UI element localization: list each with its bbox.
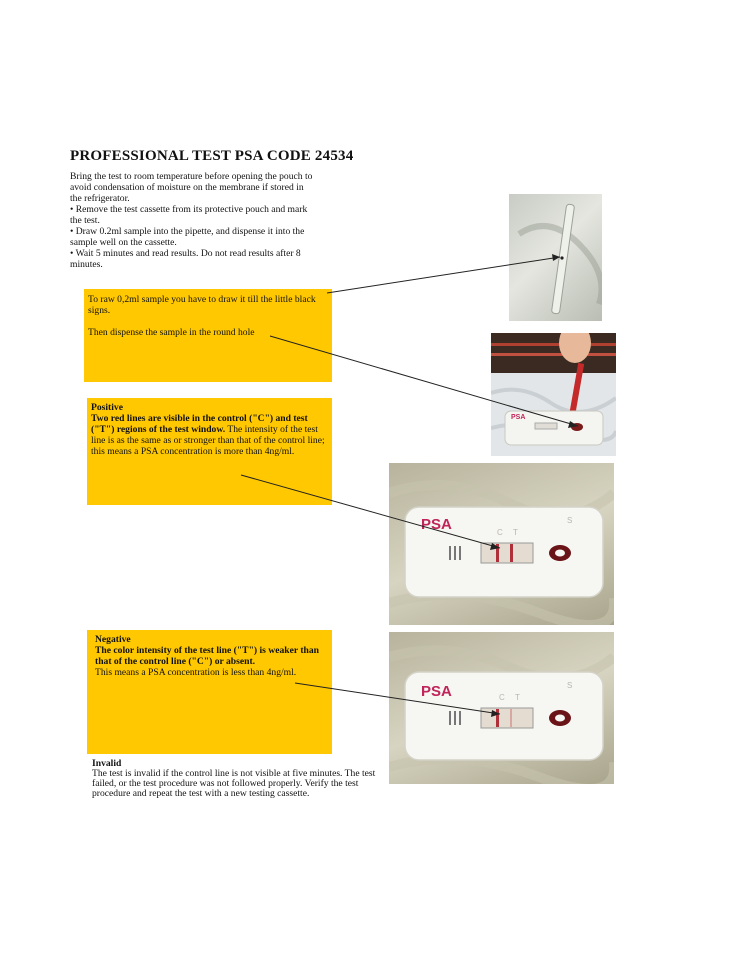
positive-t-label: T xyxy=(513,528,518,537)
positive-brand-label: PSA xyxy=(421,516,452,533)
positive-bold-text: Two red lines are visible in the control ("C") and test ("T") regions of the test window. xyxy=(91,413,308,435)
positive-s-label: S xyxy=(567,516,573,525)
positive-c-label: C xyxy=(497,528,503,537)
negative-c-label: C xyxy=(499,693,505,702)
intro-step-wait: • Wait 5 minutes and read results. Do not read results after 8 minutes. xyxy=(70,248,301,270)
positive-detail-text: The intensity of the test line is as the same as or stronger than that of the control line; this means a PSA concentration is more than 4ng/ml. xyxy=(91,424,325,457)
negative-s-label: S xyxy=(567,681,573,690)
intro-step-draw: • Draw 0.2ml sample into the pipette, and dispense it into the sample well on the cassette. xyxy=(70,226,305,248)
arrow-to-positive xyxy=(241,475,500,548)
arrow-to-hole xyxy=(270,336,578,426)
intro-paragraph: Bring the test to room temperature before opening the pouch to avoid condensation of moisture on the membrane if stored in the refrigerator. xyxy=(70,171,313,204)
sample-dispense-text: Then dispense the sample in the round hole xyxy=(88,327,255,338)
negative-heading: Negative xyxy=(95,634,131,645)
invalid-heading: Invalid xyxy=(92,758,122,769)
negative-brand-label: PSA xyxy=(421,683,452,700)
arrow-to-pipette xyxy=(327,257,560,293)
dispense-brand-label: PSA xyxy=(511,414,526,421)
negative-t-label: T xyxy=(515,693,520,702)
sample-draw-text: To raw 0,2ml sample you have to draw it till the little black signs. xyxy=(88,294,316,316)
invalid-text: The test is invalid if the control line is not visible at five minutes. The test failed, or the test procedure was not followed properly. Verify the test procedure and repeat the test with a new testing cassette. xyxy=(92,768,376,799)
page-title: PROFESSIONAL TEST PSA CODE 24534 xyxy=(70,148,354,164)
negative-bold-text: The color intensity of the test line ("T") is weaker than that of the control line ("C") or absent. xyxy=(95,645,320,667)
positive-heading: Positive xyxy=(91,402,123,413)
negative-detail-text: This means a PSA concentration is less than 4ng/ml. xyxy=(95,667,297,678)
intro-step-remove: • Remove the test cassette from its protective pouch and mark the test. xyxy=(70,204,308,226)
arrow-to-negative xyxy=(295,683,500,714)
